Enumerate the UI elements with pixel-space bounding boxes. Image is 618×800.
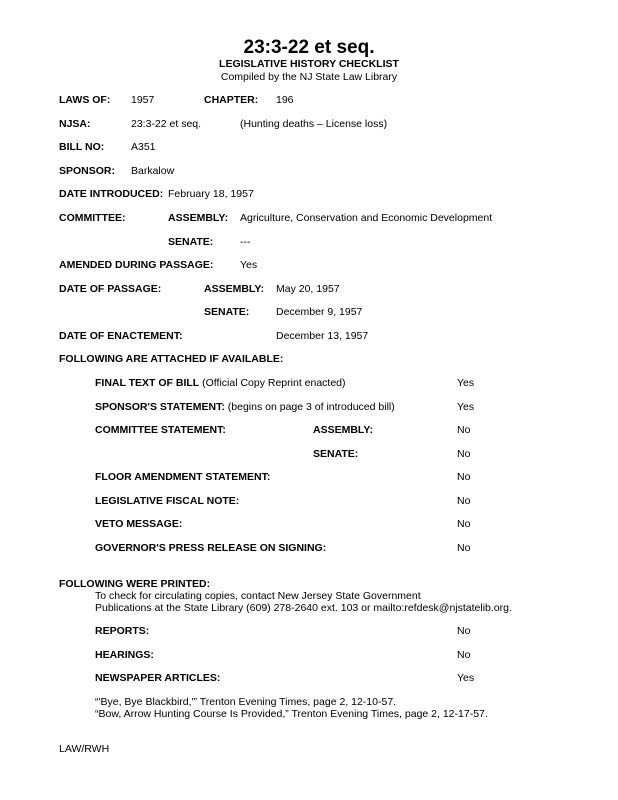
committee-statement-assembly-value: No bbox=[457, 424, 471, 436]
passage-assembly-value: May 20, 1957 bbox=[276, 283, 340, 295]
amended-label: AMENDED DURING PASSAGE: bbox=[59, 259, 214, 271]
date-introduced-value: February 18, 1957 bbox=[168, 188, 254, 200]
reports-label: REPORTS: bbox=[95, 625, 150, 637]
date-of-enactement-label: DATE OF ENACTEMENT: bbox=[59, 330, 183, 342]
committee-statement-senate-value: No bbox=[457, 448, 471, 460]
printed-note-prefix: Publications at the State Library (609) 278-2640 ext. 103 or bbox=[95, 602, 374, 614]
document-subtitle: LEGISLATIVE HISTORY CHECKLIST bbox=[219, 58, 399, 70]
committee-statement-label: COMMITTEE STATEMENT: bbox=[95, 424, 226, 436]
chapter-value: 196 bbox=[276, 94, 294, 106]
committee-assembly-label: ASSEMBLY: bbox=[168, 212, 229, 224]
footer-initials: LAW/RWH bbox=[59, 743, 110, 755]
sponsor-label: SPONSOR: bbox=[59, 165, 116, 177]
hearings-label: HEARINGS: bbox=[95, 649, 154, 661]
newspaper-article: “Bow, Arrow Hunting Course Is Provided,” Trenton Evening Times, page 2, 12-17-57. bbox=[95, 708, 488, 720]
reports-value: No bbox=[457, 625, 471, 637]
refdesk-email-link[interactable]: mailto:refdesk@njstatelib.org bbox=[373, 602, 509, 614]
committee-senate-label: SENATE: bbox=[168, 236, 214, 248]
committee-assembly-value: Agriculture, Conservation and Economic Development bbox=[240, 212, 493, 224]
bill-no-value: A351 bbox=[131, 141, 156, 153]
date-of-passage-label: DATE OF PASSAGE: bbox=[59, 283, 162, 295]
passage-senate-value: December 9, 1957 bbox=[276, 306, 363, 318]
date-of-enactement-value: December 13, 1957 bbox=[276, 330, 369, 342]
committee-senate-value: --- bbox=[240, 236, 251, 248]
committee-statement-senate-label: SENATE: bbox=[313, 448, 359, 460]
njsa-label: NJSA: bbox=[59, 118, 91, 130]
final-text-note: (Official Copy Reprint enacted) bbox=[202, 377, 346, 389]
passage-assembly-label: ASSEMBLY: bbox=[204, 283, 265, 295]
press-release-label: GOVERNOR'S PRESS RELEASE ON SIGNING: bbox=[95, 542, 327, 554]
njsa-description: (Hunting deaths – License loss) bbox=[240, 118, 388, 130]
final-text-row bbox=[95, 377, 346, 389]
newspaper-value: Yes bbox=[457, 672, 475, 684]
compiled-by: Compiled by the NJ State Law Library bbox=[220, 71, 398, 83]
passage-senate-label: SENATE: bbox=[204, 306, 250, 318]
attached-heading: FOLLOWING ARE ATTACHED IF AVAILABLE: bbox=[59, 353, 284, 365]
laws-of-value: 1957 bbox=[131, 94, 155, 106]
printed-note-line-1: To check for circulating copies, contact New Jersey State Government bbox=[95, 590, 421, 602]
bill-no-label: BILL NO: bbox=[59, 141, 105, 153]
press-release-value: No bbox=[457, 542, 471, 554]
sponsor-value: Barkalow bbox=[131, 165, 175, 177]
sponsor-statement-value: Yes bbox=[457, 401, 475, 413]
veto-message-label: VETO MESSAGE: bbox=[95, 518, 183, 530]
newspaper-article: “'Bye, Bye Blackbird,'” Trenton Evening Times, page 2, 12-10-57. bbox=[95, 696, 397, 708]
final-text-value: Yes bbox=[457, 377, 475, 389]
printed-note-suffix: . bbox=[508, 602, 512, 614]
floor-amendment-label: FLOOR AMENDMENT STATEMENT: bbox=[95, 471, 271, 483]
page-title: 23:3-22 et seq. bbox=[243, 37, 375, 58]
floor-amendment-value: No bbox=[457, 471, 471, 483]
date-introduced-label: DATE INTRODUCED: bbox=[59, 188, 164, 200]
chapter-label: CHAPTER: bbox=[204, 94, 259, 106]
hearings-value: No bbox=[457, 649, 471, 661]
sponsor-statement-note: (begins on page 3 of introduced bill) bbox=[227, 401, 395, 413]
laws-of-label: LAWS OF: bbox=[59, 94, 111, 106]
newspaper-label: NEWSPAPER ARTICLES: bbox=[95, 672, 221, 684]
committee-statement-assembly-label: ASSEMBLY: bbox=[313, 424, 374, 436]
sponsor-statement-label: SPONSOR'S STATEMENT: bbox=[95, 401, 225, 413]
final-text-label: FINAL TEXT OF BILL bbox=[95, 377, 200, 389]
committee-label: COMMITTEE: bbox=[59, 212, 126, 224]
njsa-value: 23:3-22 et seq. bbox=[131, 118, 202, 130]
printed-heading: FOLLOWING WERE PRINTED: bbox=[59, 578, 211, 590]
fiscal-note-label: LEGISLATIVE FISCAL NOTE: bbox=[95, 495, 240, 507]
printed-note-line-2 bbox=[95, 602, 512, 614]
veto-message-value: No bbox=[457, 518, 471, 530]
sponsor-statement-row bbox=[95, 401, 395, 413]
fiscal-note-value: No bbox=[457, 495, 471, 507]
amended-value: Yes bbox=[240, 259, 258, 271]
